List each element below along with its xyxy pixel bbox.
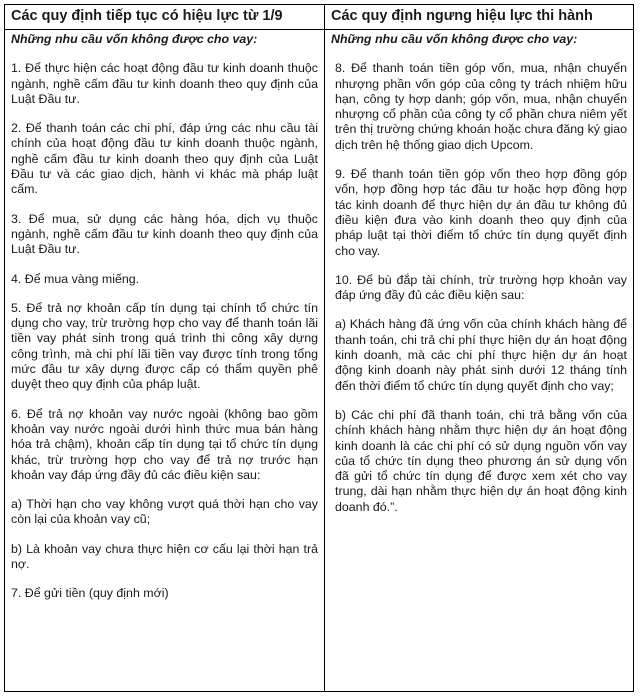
right-item-8: 8. Để thanh toán tiền góp vốn, mua, nhận chuyển nhượng phần vốn góp của công ty trách nhiệm hữu hạn, công ty hợp danh; góp vốn, mua, nhận chuyển nhượng cổ phần của công ty cổ phần chưa niêm yết trên thị trường chứng khoán hoặc chưa đăng ký giao dịch trên hệ thống giao dịch Upcom. [335, 61, 627, 152]
left-item-1: 1. Để thực hiện các hoạt động đầu tư kinh doanh thuộc ngành, nghề cấm đầu tư kinh doanh theo quy định của Luật Đầu tư. [11, 61, 318, 106]
left-item-6a: a) Thời hạn cho vay không vượt quá thời hạn cho vay còn lại của khoản vay cũ; [11, 497, 318, 527]
right-column [325, 30, 633, 691]
right-item-10b: b) Các chi phí đã thanh toán, chi trả bằng vốn của chính khách hàng nhằm thực hiện dự án hoạt động kinh doanh là các chi phí có sử dụng nguồn vốn vay của tổ chức tín dụng theo phương án sử dụng vốn đã gửi tổ chức tín dụng để được xem xét cho vay trung, dài hạn nhằm thực hiện dự án hoạt động kinh doanh đó.”. [335, 407, 627, 514]
regulation-table [4, 4, 634, 692]
left-column [5, 30, 325, 691]
right-item-9: 9. Để thanh toán tiền góp vốn theo hợp đồng góp vốn, hợp đồng hợp tác đầu tư hoặc hợp đồng hợp tác kinh doanh để thực hiện dự án đầu tư không đủ điều kiện đưa vào kinh doanh theo quy định của pháp luật tại thời điểm tổ chức tín dụng quyết định cho vay. [335, 167, 627, 258]
left-column-header: Các quy định tiếp tục có hiệu lực từ 1/9 [5, 5, 325, 29]
left-item-6b: b) Là khoản vay chưa thực hiện cơ cấu lại thời hạn trả nợ. [11, 541, 318, 572]
left-item-7: 7. Để gửi tiền (quy định mới) [11, 586, 169, 601]
right-subtitle: Những nhu cầu vốn không được cho vay: [331, 32, 578, 46]
table-header-row [5, 5, 633, 30]
left-item-3: 3. Để mua, sử dụng các hàng hóa, dịch vụ thuộc ngành, nghề cấm đầu tư kinh doanh theo quy định của Luật Đầu tư. [11, 211, 318, 257]
right-item-10a: a) Khách hàng đã ứng vốn của chính khách hàng để thanh toán, chi trả chi phí thực hiện dự án hoạt động kinh doanh, mà các chi phí thực hiện dự án hoạt động kinh doanh này phát sinh dưới 12 tháng tính đến thời điểm tổ chức tín dụng quyết định cho vay; [335, 317, 627, 393]
right-column-header: Các quy định ngưng hiệu lực thi hành [331, 8, 593, 24]
table-body-row [5, 30, 633, 691]
left-subtitle: Những nhu cầu vốn không được cho vay: [11, 32, 258, 46]
left-item-4: 4. Để mua vàng miếng. [11, 271, 140, 286]
left-item-2: 2. Để thanh toán các chi phí, đáp ứng các nhu cầu tài chính của hoạt động đầu tư kinh doanh thuộc ngành, nghề cấm đầu tư kinh doanh theo quy định của Luật Đầu tư và các giao dịch, hành vi khác mà pháp luật cấm. [11, 121, 318, 197]
right-item-10: 10. Để bù đắp tài chính, trừ trường hợp khoản vay đáp ứng đầy đủ các điều kiện sau: [335, 272, 627, 303]
left-item-5: 5. Để trả nợ khoản cấp tín dụng tại chính tổ chức tín dụng cho vay, trừ trường hợp cho vay để thanh toán lãi tiền vay phát sinh trong quá trình thi công xây dựng công trình, mà chi phí lãi tiền vay được tính trong tổng mức đầu tư xây dựng được cấp có thẩm quyền phê duyệt theo quy định của pháp luật. [11, 300, 318, 392]
left-item-6: 6. Để trả nợ khoản vay nước ngoài (không bao gồm khoản vay nước ngoài dưới hình thức mua bán hàng hóa trả chậm), khoản cấp tín dụng tại tổ chức tín dụng khác, trừ trường hợp cho vay để trả nợ trước hạn khoản vay đáp ứng đầy đủ các điều kiện sau: [11, 406, 318, 482]
